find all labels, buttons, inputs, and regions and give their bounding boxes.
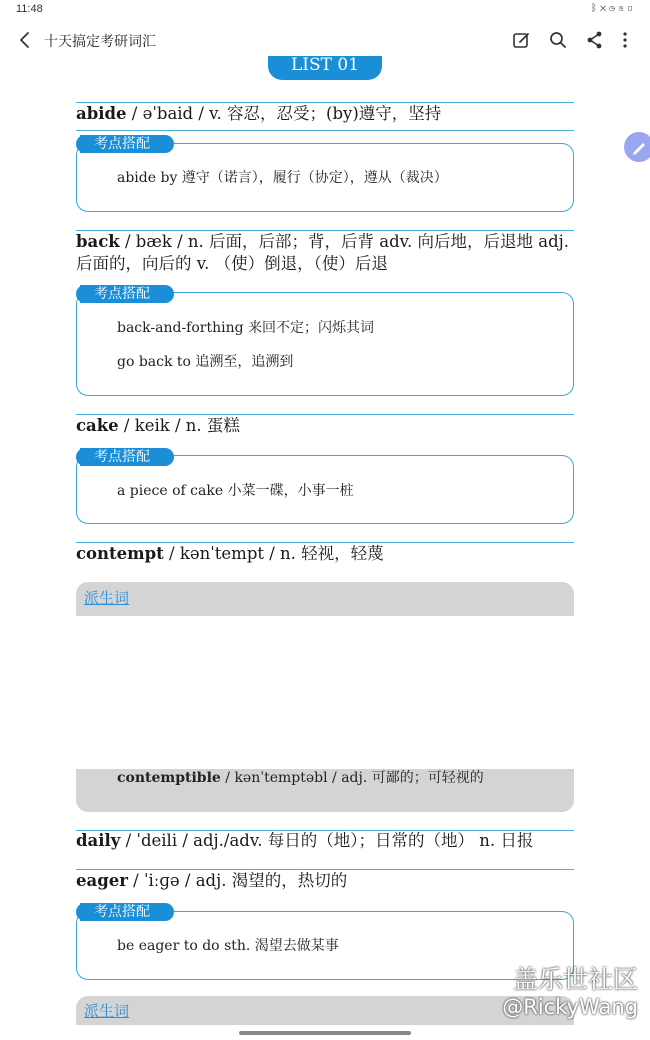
headword: contempt [76, 544, 164, 563]
floating-pen-button[interactable] [624, 132, 650, 162]
derived-headword: contemptible [117, 770, 221, 786]
collocation-item: go back to 追溯至，追溯到 [117, 354, 294, 370]
battery-icon: ▯ [627, 3, 636, 14]
search-icon[interactable] [547, 29, 569, 51]
bluetooth-icon: ᛒ [591, 3, 600, 14]
word-definition: / keik / n. 蛋糕 [118, 416, 240, 435]
watermark-brand: 盖乐世社区 [512, 965, 638, 994]
collocation-item: back-and-forthing 来回不定；闪烁其词 [117, 320, 375, 336]
alarm-icon: ◷ [609, 3, 618, 14]
watermark-user: @RickyWang [502, 995, 638, 1019]
more-icon[interactable] [614, 29, 636, 51]
derived-definition: / kənˈtemptəbl / adj. 可鄙的；可轻视的 [220, 770, 484, 786]
derived-words-section [76, 582, 574, 616]
headword: back [76, 232, 120, 251]
entry-divider [76, 130, 574, 131]
collocation-tag: 考点搭配 [80, 135, 174, 153]
derived-words-label[interactable]: 派生词 [84, 589, 130, 607]
collocation-item: be eager to do sth. 渴望去做某事 [117, 938, 339, 954]
headword: cake [76, 416, 119, 435]
word-entry-daily [76, 830, 576, 852]
derived-words-section [76, 996, 574, 1025]
status-bar [0, 0, 650, 20]
derived-word-item [117, 768, 484, 788]
derived-words-label[interactable]: 派生词 [84, 1002, 130, 1020]
share-icon[interactable] [584, 29, 606, 51]
word-entry-back [76, 231, 576, 253]
headword: eager [76, 871, 128, 890]
headword: daily [76, 831, 121, 850]
pdf-page[interactable] [0, 55, 650, 1025]
edit-icon[interactable] [510, 29, 532, 51]
word-definition: / ˈiːɡə / adj. 渴望的，热切的 [127, 871, 348, 890]
word-entry-contempt [76, 543, 576, 565]
back-arrow-icon[interactable] [14, 29, 36, 51]
word-definition-continued: 后面的，向后的 v. （使）倒退，（使）后退 [76, 254, 388, 273]
pen-icon [624, 132, 650, 162]
collocation-item: a piece of cake 小菜一碟，小事一桩 [117, 483, 354, 499]
word-definition: / əˈbaid / v. 容忍，忍受；(by)遵守，坚持 [126, 104, 442, 123]
collocation-tag: 考点搭配 [80, 448, 174, 466]
list-title-banner: LIST 01 [268, 56, 382, 80]
word-definition: / kənˈtempt / n. 轻视，轻蔑 [163, 544, 384, 563]
status-icons [591, 3, 636, 14]
gesture-nav-handle[interactable] [239, 1031, 411, 1035]
app-bar [0, 20, 650, 60]
word-definition: / ˈdeili / adj./adv. 每日的（地）；日常的（地） n. 日报 [120, 831, 534, 850]
collocation-tag: 考点搭配 [80, 903, 174, 921]
collocation-item: abide by 遵守（诺言），履行（协定），遵从（裁决） [117, 170, 448, 186]
mute-icon: ✕ [600, 3, 609, 14]
wifi-icon: ≋ [618, 3, 627, 14]
collocation-tag: 考点搭配 [80, 285, 174, 303]
word-entry-eager [76, 870, 576, 892]
collocation-box [76, 292, 574, 396]
word-entry-cake [76, 415, 576, 437]
document-title: 十天搞定考研词汇 [44, 33, 156, 49]
headword: abide [76, 104, 127, 123]
word-definition: / bæk / n. 后面，后部；背，后背 adv. 向后地，后退地 adj. [119, 232, 570, 251]
word-entry-abide [76, 103, 576, 125]
status-time: 11:48 [16, 3, 43, 15]
